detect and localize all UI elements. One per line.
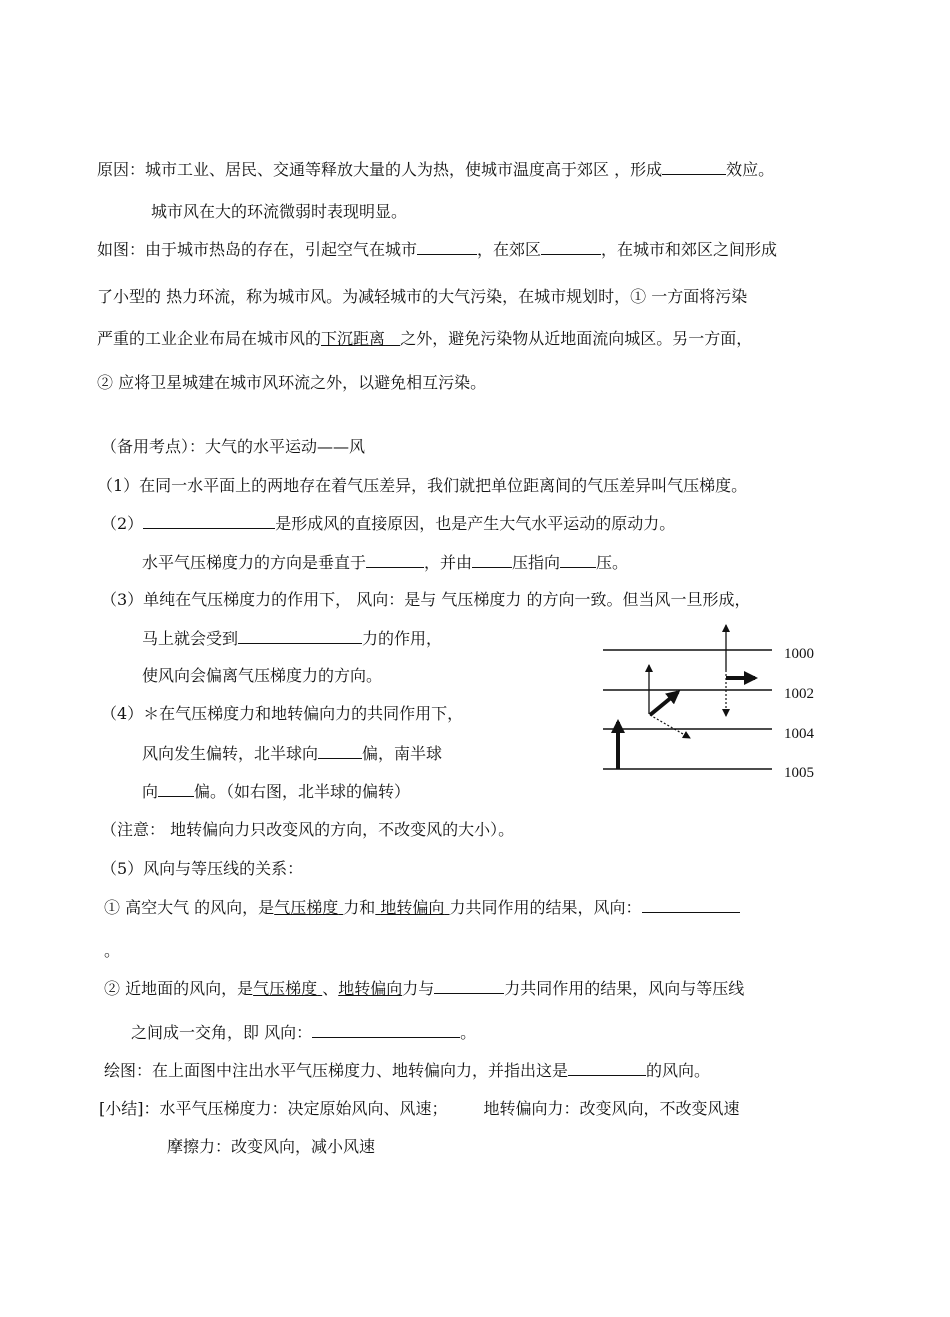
section-header: （备用考点）：大气的水平运动——风 [101,437,366,456]
item-2: （2） 是形成风的直接原因，也是产生大气水平运动的原动力。 [101,514,676,533]
summary-friction: 摩擦力：改变风向，减小风速 [167,1137,376,1156]
note-line: （注意： 地转偏向力只改变风的方向，不改变风的大小）。 [101,820,515,839]
underlined-gradient-2: 气压梯度 [253,979,318,998]
period-mark: 。 [104,941,121,960]
isobar-label-1002: 1002 [784,686,814,702]
high-altitude-line: ① 高空大气 的风向，是气压梯度 力和 地转偏向 力共同作用的结果，风向： [104,897,740,918]
item-3-line2: 马上就会受到 力的作用， [142,629,443,648]
gradient-direction-line: 水平气压梯度力的方向是垂直于 ，并由 压指向 压。 [142,553,629,572]
item-4: （4）＊在气压梯度力和地转偏向力的共同作用下， [101,704,464,723]
industry-line: 严重的工业企业布局在城市风的下沉距离 之外，避免污染物从近地面流向城区。另一方面， [97,329,753,348]
city-wind-note: 城市风在大的环流微弱时表现明显。 [151,202,408,221]
near-surface-line2: 之间成一交角，即 风向： 。 [131,1023,477,1042]
underlined-sinking-distance: 下沉距离 [321,329,386,348]
item-5: （5）风向与等压线的关系： [101,859,304,878]
drawing-task: 绘图：在上面图中注出水平气压梯度力、地转偏向力，并指出这是 的风向。 [104,1061,711,1080]
isobar-label-1000: 1000 [784,646,814,662]
item-1: （1）在同一水平面上的两地存在着气压差异，我们就把单位距离间的气压差异叫气压梯度。 [97,476,748,495]
isobar-label-1005: 1005 [784,765,814,781]
underlined-coriolis-2: 地转偏向 [338,979,403,998]
underlined-coriolis: 地转偏向 [380,898,445,917]
circulation-line: 了小型的 热力环流，称为城市风。为减轻城市的大气污染，在城市规划时，① 一方面将污染 [97,287,748,306]
coriolis-force-arrow [650,715,690,738]
isobar-label-1004: 1004 [784,726,814,742]
item-4-line2: 风向发生偏转，北半球向 偏，南半球 [142,744,443,763]
heat-island-cause: 原因：城市工业、居民、交通等释放大量的人为热，使城市温度高于郊区 ，形成 效应。 [97,160,775,179]
item-3-line3: 使风向会偏离气压梯度力的方向。 [142,666,383,685]
satellite-city-line: ② 应将卫星城建在城市风环流之外，以避免相互污染。 [97,373,487,392]
figure-explanation: 如图：由于城市热岛的存在，引起空气在城市 ，在郊区 ，在城市和郊区之间形成 [97,240,778,259]
underlined-gradient: 气压梯度 [274,898,339,917]
near-surface-line: ② 近地面的风向，是气压梯度 、地转偏向力与 力共同作用的结果，风向与等压线 [104,979,745,998]
deflected-wind-arrow [650,692,678,715]
item-4-line3: 向 偏。（如右图，北半球的偏转） [142,782,411,801]
summary-line: [小结]：水平气压梯度力：决定原始风向、风速； 地转偏向力：改变风向，不改变风速 [99,1099,740,1118]
item-3: （3）单纯在气压梯度力的作用下， 风向：是与 气压梯度力 的方向一致。但当风一旦形成， [101,590,751,609]
